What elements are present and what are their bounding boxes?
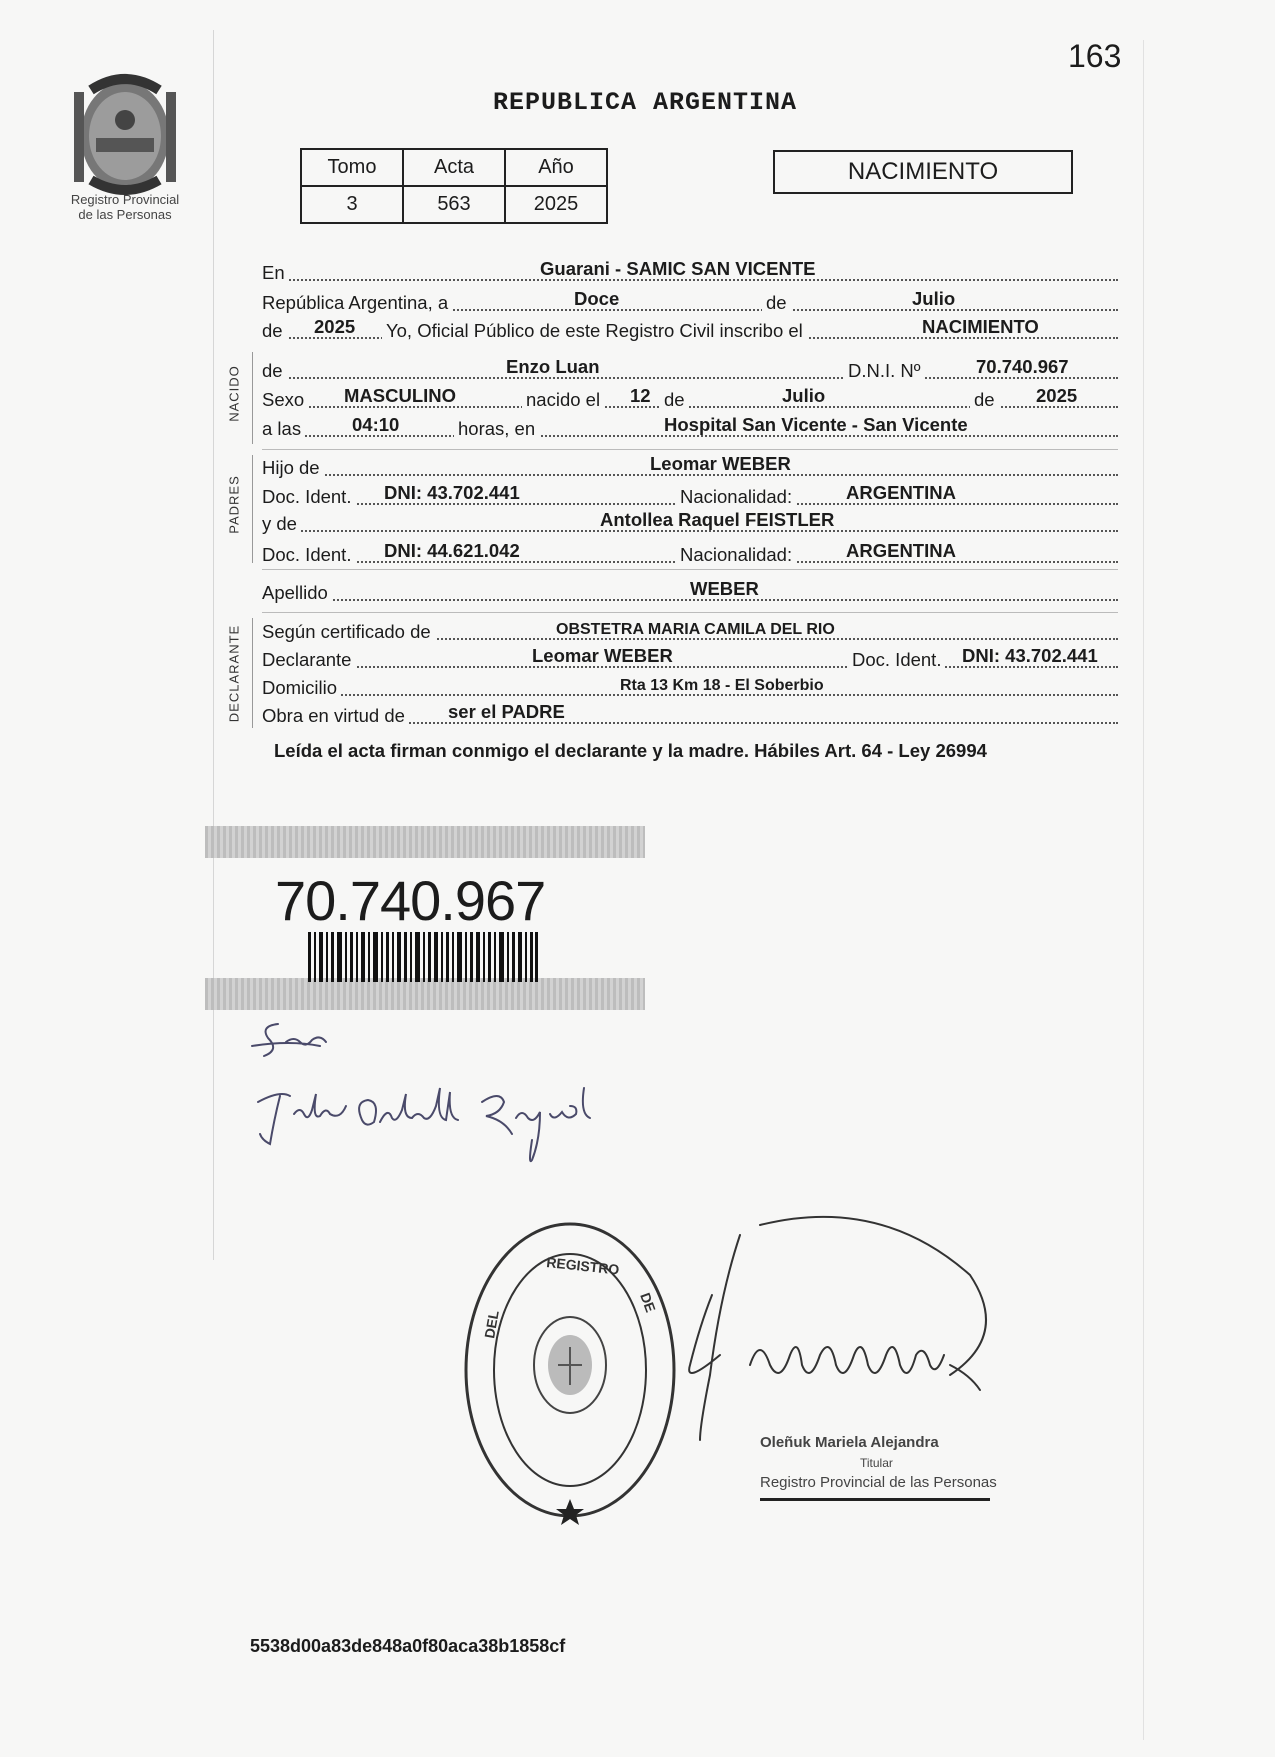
- line-label: Obra en virtud de: [262, 705, 409, 727]
- acta-value: 563: [403, 186, 505, 223]
- line-label: de: [762, 292, 791, 314]
- form-line: [262, 385, 1118, 413]
- section-rule: [252, 352, 253, 444]
- handwritten-signatures: [250, 1010, 710, 1170]
- line-label: Nacionalidad:: [676, 486, 796, 508]
- place-of-registration: Guarani - SAMIC SAN VICENTE: [540, 258, 816, 279]
- province-seal-icon: [66, 72, 184, 198]
- form-line: [262, 258, 1118, 286]
- line-label: Hijo de: [262, 457, 324, 479]
- page-number: 163: [1068, 38, 1122, 74]
- line-label: Apellido: [262, 582, 332, 604]
- mother-nationality: ARGENTINA: [846, 540, 956, 561]
- section-divider: [262, 612, 1118, 613]
- caption-line: de las Personas: [78, 207, 172, 222]
- line-label: y de: [262, 513, 301, 535]
- form-line: [262, 453, 1118, 481]
- form-line: [262, 617, 1118, 645]
- birth-month: Julio: [782, 385, 826, 406]
- form-line: [262, 673, 1118, 701]
- stamp-lettering-icon: [481, 1254, 659, 1405]
- line-label: Domicilio: [262, 677, 341, 699]
- birth-day: 12: [630, 385, 651, 406]
- section-divider: [262, 449, 1118, 450]
- svg-text:DE: DE: [637, 1290, 659, 1315]
- line-label: de: [660, 389, 689, 411]
- barcode-icon: [308, 932, 538, 982]
- registration-year: 2025: [314, 316, 356, 337]
- line-label: horas, en: [454, 418, 539, 440]
- country-title: REPUBLICA ARGENTINA: [492, 88, 798, 117]
- document-hash: 5538d00a83de848a0f80aca38b1858cf: [250, 1636, 566, 1656]
- registration-month: Julio: [912, 288, 956, 309]
- father-name: Leomar WEBER: [650, 453, 791, 474]
- registration-type: NACIMIENTO: [922, 316, 1039, 337]
- registry-caption: [40, 192, 210, 222]
- line-label: Nacionalidad:: [676, 544, 796, 566]
- line-label: En: [262, 262, 289, 284]
- record-type-box: NACIMIENTO: [773, 150, 1073, 194]
- form-line: [262, 578, 1118, 606]
- declarant-doc: DNI: 43.702.441: [962, 645, 1098, 666]
- line-label: a las: [262, 418, 305, 440]
- section-label-declarante: DECLARANTE: [226, 624, 242, 723]
- closing-statement: Leída el acta firman conmigo el declarante y la madre. Hábiles Art. 64 - Ley 26994: [274, 740, 987, 761]
- left-margin-rule: [213, 30, 214, 1260]
- right-margin-rule: [1143, 40, 1144, 1740]
- registration-day: Doce: [574, 288, 620, 309]
- line-label: República Argentina, a: [262, 292, 452, 314]
- form-line: [262, 540, 1118, 568]
- declarant-address: Rta 13 Km 18 - El Soberbio: [620, 677, 824, 694]
- line-label: Sexo: [262, 389, 308, 411]
- father-nationality: ARGENTINA: [846, 482, 956, 503]
- section-rule: [252, 455, 253, 563]
- svg-text:DEL: DEL: [481, 1309, 502, 1340]
- line-label: D.N.I. Nº: [844, 360, 925, 382]
- form-line: [262, 482, 1118, 510]
- ano-value: 2025: [505, 186, 607, 223]
- official-office: Registro Provincial de las Personas: [760, 1474, 997, 1491]
- ano-header: Año: [505, 149, 607, 186]
- form-line: [262, 316, 1118, 344]
- svg-text:REGISTRO: REGISTRO: [545, 1254, 621, 1278]
- official-underline: [760, 1498, 990, 1501]
- birth-time: 04:10: [352, 414, 400, 435]
- declarant-relation: ser el PADRE: [448, 701, 565, 722]
- form-line: [262, 356, 1118, 384]
- line-label: de: [262, 360, 287, 382]
- official-signature: [680, 1215, 1060, 1455]
- child-surname: WEBER: [690, 578, 759, 599]
- line-label: Doc. Ident.: [848, 649, 945, 671]
- line-label: Yo, Oficial Público de este Registro Civil inscribo el: [382, 320, 807, 342]
- child-dni: 70.740.967: [976, 356, 1069, 377]
- dni-number-large: 70.740.967: [275, 869, 546, 932]
- acta-header: Acta: [403, 149, 505, 186]
- form-line: [262, 701, 1118, 729]
- mother-doc: DNI: 44.621.042: [384, 540, 520, 561]
- birth-year: 2025: [1036, 385, 1078, 406]
- tomo-header: Tomo: [301, 149, 403, 186]
- line-label: Doc. Ident.: [262, 486, 355, 508]
- form-line: [262, 509, 1118, 537]
- father-doc: DNI: 43.702.441: [384, 482, 520, 503]
- child-name: Enzo Luan: [506, 356, 600, 377]
- declarant-name: Leomar WEBER: [532, 645, 673, 666]
- section-label-nacido: NACIDO: [226, 365, 242, 422]
- section-label-padres: PADRES: [226, 475, 242, 534]
- form-line: [262, 414, 1118, 442]
- form-line: [262, 288, 1118, 316]
- line-label: de: [970, 389, 999, 411]
- form-line: [262, 645, 1118, 673]
- security-band-top: [205, 826, 645, 858]
- security-band-bottom: [205, 978, 645, 1010]
- official-name: Oleñuk Mariela Alejandra: [760, 1434, 939, 1451]
- line-label: Según certificado de: [262, 621, 435, 643]
- line-label: nacido el: [522, 389, 604, 411]
- caption-line: Registro Provincial: [70, 192, 180, 207]
- mother-name: Antollea Raquel FEISTLER: [600, 509, 835, 530]
- birth-place: Hospital San Vicente - San Vicente: [664, 414, 968, 435]
- line-label: Doc. Ident.: [262, 544, 355, 566]
- line-label: Declarante: [262, 649, 355, 671]
- section-divider: [262, 569, 1118, 570]
- line-label: de: [262, 320, 287, 342]
- official-role: Titular: [860, 1456, 893, 1470]
- tomo-value: 3: [301, 186, 403, 223]
- section-rule: [252, 618, 253, 728]
- record-table: [300, 148, 608, 224]
- certificate-issuer: OBSTETRA MARIA CAMILA DEL RIO: [556, 621, 835, 638]
- child-sex: MASCULINO: [344, 385, 457, 406]
